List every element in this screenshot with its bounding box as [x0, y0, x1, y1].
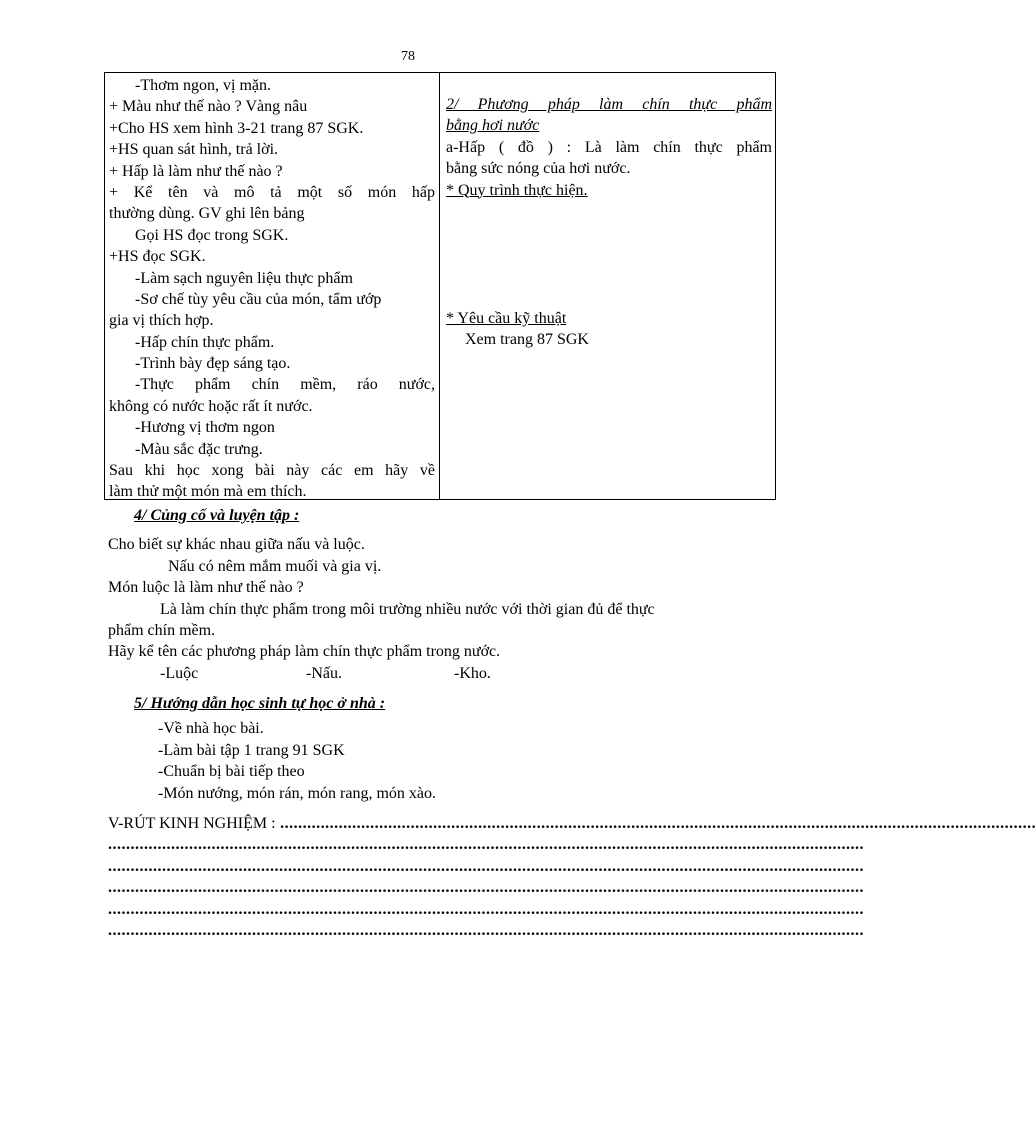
table-line: -Màu sắc đặc trưng.: [135, 440, 263, 458]
table-line: Gọi HS đọc trong SGK.: [135, 226, 289, 244]
method-item: -Luộc: [160, 664, 199, 682]
table-line: không có nước hoặc rất ít nước.: [109, 397, 313, 415]
dotted-line: ........................................................................................................................................................................: [280, 815, 1036, 832]
process-label: * Quy trình thực hiện.: [446, 181, 588, 199]
table-line: +HS đọc SGK.: [109, 248, 206, 266]
homework-item: -Về nhà học bài.: [158, 720, 264, 738]
text-line: Cho biết sự khác nhau giữa nấu và luộc.: [108, 536, 365, 554]
consolidation-heading: 4/ Củng cố và luyện tập :: [134, 507, 300, 524]
table-line: làm thử một món mà em thích.: [109, 483, 307, 501]
requirement-text: Xem trang 87 SGK: [465, 331, 589, 349]
teacher-activity-column: [109, 75, 435, 503]
requirement-label: * Yêu cầu kỹ thuật: [446, 309, 567, 327]
homework-item: -Món nướng, món rán, món rang, món xào.: [158, 784, 436, 802]
dotted-line: ........................................................................................................................................................................: [108, 900, 864, 918]
table-line: -Hương vị thơm ngon: [135, 419, 275, 437]
table-line: -Thực phẩm chín mềm, ráo nước,: [135, 376, 435, 394]
table-line: -Trình bày đẹp sáng tạo.: [135, 355, 291, 373]
text-line: Nấu có nêm mắm muối và gia vị.: [168, 557, 382, 575]
definition-line: a-Hấp ( đồ ) : Là làm chín thực phẩm: [446, 138, 772, 156]
experience-section: [108, 813, 1036, 941]
table-line: -Làm sạch nguyên liệu thực phẩm: [135, 269, 353, 287]
experience-line: [108, 813, 1036, 834]
experience-label: V-RÚT KINH NGHIỆM :: [108, 815, 276, 832]
text-line: Là làm chín thực phẩm trong môi trường nhiều nước với thời gian đủ để thực: [160, 600, 655, 618]
dotted-line: ........................................................................................................................................................................: [108, 879, 864, 897]
table-line: Sau khi học xong bài này các em hãy về: [109, 462, 435, 480]
section-heading: 2/ Phương pháp làm chín thực phẩm: [446, 96, 772, 113]
methods-line: [108, 663, 776, 684]
table-line: + Kể tên và mô tả một số món hấp: [109, 183, 435, 201]
table-line: -Hấp chín thực phẩm.: [135, 333, 275, 351]
homework-heading: 5/ Hướng dẫn học sinh tự học ở nhà :: [134, 695, 386, 712]
homework-item: -Làm bài tập 1 trang 91 SGK: [158, 741, 345, 759]
definition-line: bằng sức nóng của hơi nước.: [446, 160, 631, 178]
homework-item: -Chuẩn bị bài tiếp theo: [158, 763, 305, 781]
table-line: -Sơ chế tùy yêu cầu của món, tẩm ướp: [135, 290, 382, 308]
consolidation-section: [108, 505, 776, 684]
method-item: -Kho.: [454, 664, 491, 682]
dotted-line: ........................................................................................................................................................................: [108, 921, 864, 939]
method-item: -Nấu.: [306, 664, 342, 682]
dotted-line: ........................................................................................................................................................................: [108, 857, 864, 875]
table-line: -Thơm ngon, vị mặn.: [135, 77, 271, 94]
text-line: Hãy kể tên các phương pháp làm chín thực phẩm trong nước.: [108, 643, 501, 661]
dotted-line: ........................................................................................................................................................................: [108, 836, 864, 854]
content-column: [446, 94, 772, 351]
text-line: Món luộc là làm như thế nào ?: [108, 579, 304, 597]
table-line: gia vị thích hợp.: [109, 312, 214, 330]
homework-section: [108, 693, 776, 804]
table-line: + Hấp là làm như thế nào ?: [109, 162, 283, 180]
lesson-table: [104, 72, 776, 500]
table-line: +HS quan sát hình, trả lời.: [109, 141, 279, 159]
page-number: 78: [401, 49, 415, 64]
table-line: + Màu như thế nào ? Vàng nâu: [109, 98, 308, 116]
table-line: thường dùng. GV ghi lên bảng: [109, 205, 305, 223]
section-heading-cont: bằng hơi nước: [446, 117, 540, 135]
column-divider: [439, 73, 440, 499]
text-line: phẩm chín mềm.: [108, 621, 216, 639]
table-line: +Cho HS xem hình 3-21 trang 87 SGK.: [109, 119, 364, 137]
